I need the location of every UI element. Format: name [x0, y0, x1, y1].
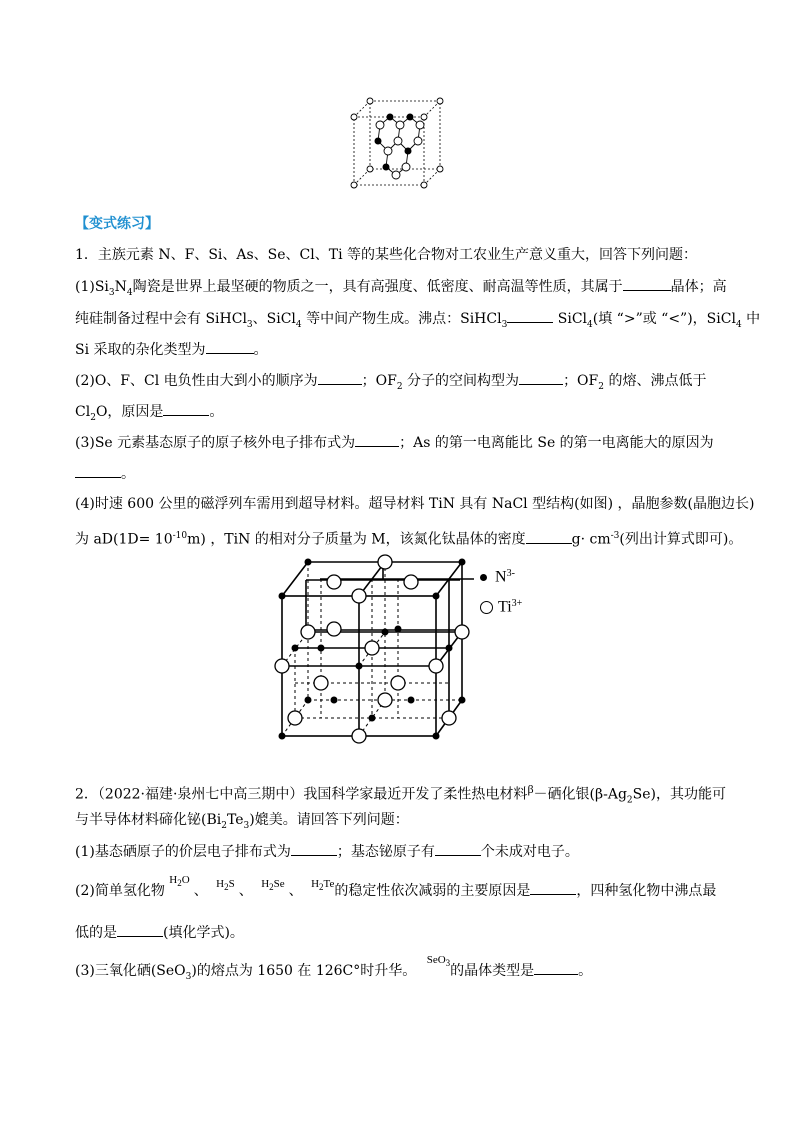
q1-part1-line3: Si 采取的杂化类型为 。: [75, 339, 268, 360]
q1-part4-line1: (4)时速 600 公里的磁浮列车需用到超导材料。超导材料 TiN 具有 NaCl 型结构(如图) ，晶胞参数(晶胞边长): [75, 496, 755, 512]
answer-blank[interactable]: [623, 276, 671, 291]
q1-intro: 1．主族元素 N、F、Si、As、Se、Cl、Ti 等的某些化合物对工农业生产意义重大，回答下列问题：: [75, 247, 698, 263]
q1-part1-line2: 纯硅制备过程中会有 SiHCl$_3$、SiCl$_4$ 等中间产物生成。沸点：SiHCl$_3$ SiCl$_4$(填 “>”或 “<”)，SiCl$_4$ 中: [75, 308, 760, 335]
answer-blank[interactable]: [435, 841, 481, 856]
answer-blank[interactable]: [75, 463, 121, 478]
answer-blank[interactable]: [526, 529, 572, 544]
answer-blank[interactable]: [318, 370, 362, 385]
answer-blank[interactable]: [534, 960, 578, 975]
open-circle-icon: [480, 601, 493, 614]
q1-part3-line2: 。: [75, 463, 135, 484]
section-title: 【变式练习】: [75, 216, 159, 232]
top-crystal-diagram: [348, 95, 448, 190]
q2-part2-line2: 低的是 (填化学式)。: [75, 922, 244, 943]
q2-intro-line2: 与半导体材料碲化铋$(Bi_2Te_3)$媲美。请回答下列问题：: [75, 812, 409, 831]
q1-part2-line1: (2)O、F、Cl 电负性由大到小的顺序为 ；$OF_2$ 分子的空间构型为 ；$OF_2$ 的熔、沸点低于: [75, 370, 706, 397]
q1-part4-line2: 为 $aD(1D= 10^{-10}m)$ ，TiN 的相对分子质量为 M，该氮化钛晶体的密度 $g\cdot cm^{-3}$(列出计算式即可)。: [75, 526, 742, 550]
q1-part2-line2: $Cl_2O$，原因是 。: [75, 401, 223, 428]
answer-blank[interactable]: [117, 922, 163, 937]
answer-blank[interactable]: [163, 401, 209, 416]
q2-intro-line1: 2．（2022·福建·泉州七中高三期中）我国科学家最近开发了柔性热电材料$^\beta$－硒化银$(\beta-Ag_2Se)$，其功能可: [75, 782, 726, 806]
legend-n3-item: $N^{3-}$: [480, 568, 515, 587]
filled-circle-icon: [480, 574, 487, 581]
q2-part1: (1)基态硒原子的价层电子排布式为 ；基态铋原子有 个未成对电子。: [75, 841, 579, 862]
q1-part1-line1: $(1)Si_3N_4$陶瓷是世界上最坚硬的物质之一，具有高强度、低密度、耐高温等性质，其属于 晶体；高: [75, 276, 727, 303]
q2-part3: (3)三氧化硒(SeO$_3$)的熔点为 1650 在 126C°时升华。 $^{SeO_3}$的晶体类型是 。: [75, 954, 593, 982]
q2-part2-line1: (2)简单氢化物 $^{H_2O}$、 $^{H_2S}$ 、 $^{H_2Se}$ 、 $^{H_2Te}$的稳定性依次减弱的主要原因是 ，四种氢化物中沸点最: [75, 874, 717, 899]
answer-blank[interactable]: [530, 880, 576, 895]
legend-ti3-item: $Ti^{3+}$: [480, 598, 522, 617]
answer-blank[interactable]: [206, 339, 254, 354]
answer-blank[interactable]: [519, 370, 563, 385]
answer-blank[interactable]: [507, 308, 553, 323]
answer-blank[interactable]: [355, 432, 399, 447]
q1-part3-line1: (3)Se 元素基态原子的原子核外电子排布式为 ；As 的第一电离能比 Se 的第一电离能大的原因为: [75, 432, 714, 453]
legend: [480, 568, 540, 624]
tin-lattice-diagram: [268, 552, 478, 748]
answer-blank[interactable]: [291, 841, 337, 856]
